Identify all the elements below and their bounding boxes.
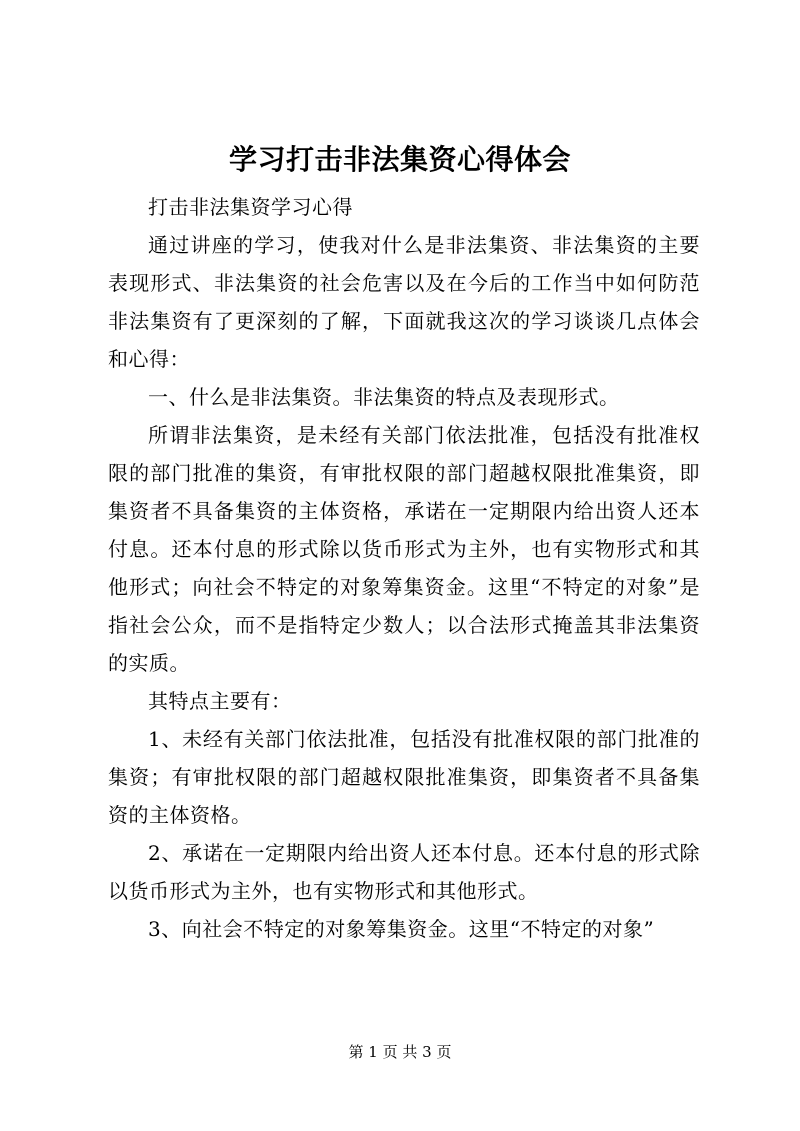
- page-footer: 第 1 页 共 3 页: [348, 1043, 452, 1061]
- paragraph-feature-3: 3、向社会不特定的对象筹集资金。这里“不特定的对象”: [148, 917, 655, 941]
- paragraph-intro: 通过讲座的学习，使我对什么是非法集资、非法集资的主要表现形式、非法集资的社会危害以及在今后的工作当中如何防范非法集资有了更深刻的了解，下面就我这次的学习谈谈几点体会和心得：: [108, 233, 700, 371]
- document-body: [108, 188, 700, 948]
- paragraph-features-heading: 其特点主要有：: [148, 689, 292, 713]
- paragraph-feature-2: 2、承诺在一定期限内给出资人还本付息。还本付息的形式除以货币形式为主外，也有实物形式和其他形式。: [108, 841, 700, 903]
- paragraph-feature-1: 1、未经有关部门依法批准，包括没有批准权限的部门批准的集资；有审批权限的部门超越权限批准集资，即集资者不具备集资的主体资格。: [108, 727, 700, 827]
- paragraph-section-one-heading: 一、什么是非法集资。非法集资的特点及表现形式。: [148, 385, 620, 409]
- paragraph-definition: 所谓非法集资，是未经有关部门依法批准，包括没有批准权限的部门批准的集资，有审批权限的部门超越权限批准集资，即集资者不具备集资的主体资格，承诺在一定期限内给出资人还本付息。还本付息的形式除以货币形式为主外，也有实物形式和其他形式；向社会不特定的对象筹集资金。这里“不特定的对象”是指社会公众，而不是指特定少数人；以合法形式掩盖其非法集资的实质。: [108, 423, 700, 675]
- paragraph-subtitle: 打击非法集资学习心得: [148, 195, 353, 219]
- page-title: 学习打击非法集资心得体会: [228, 143, 571, 176]
